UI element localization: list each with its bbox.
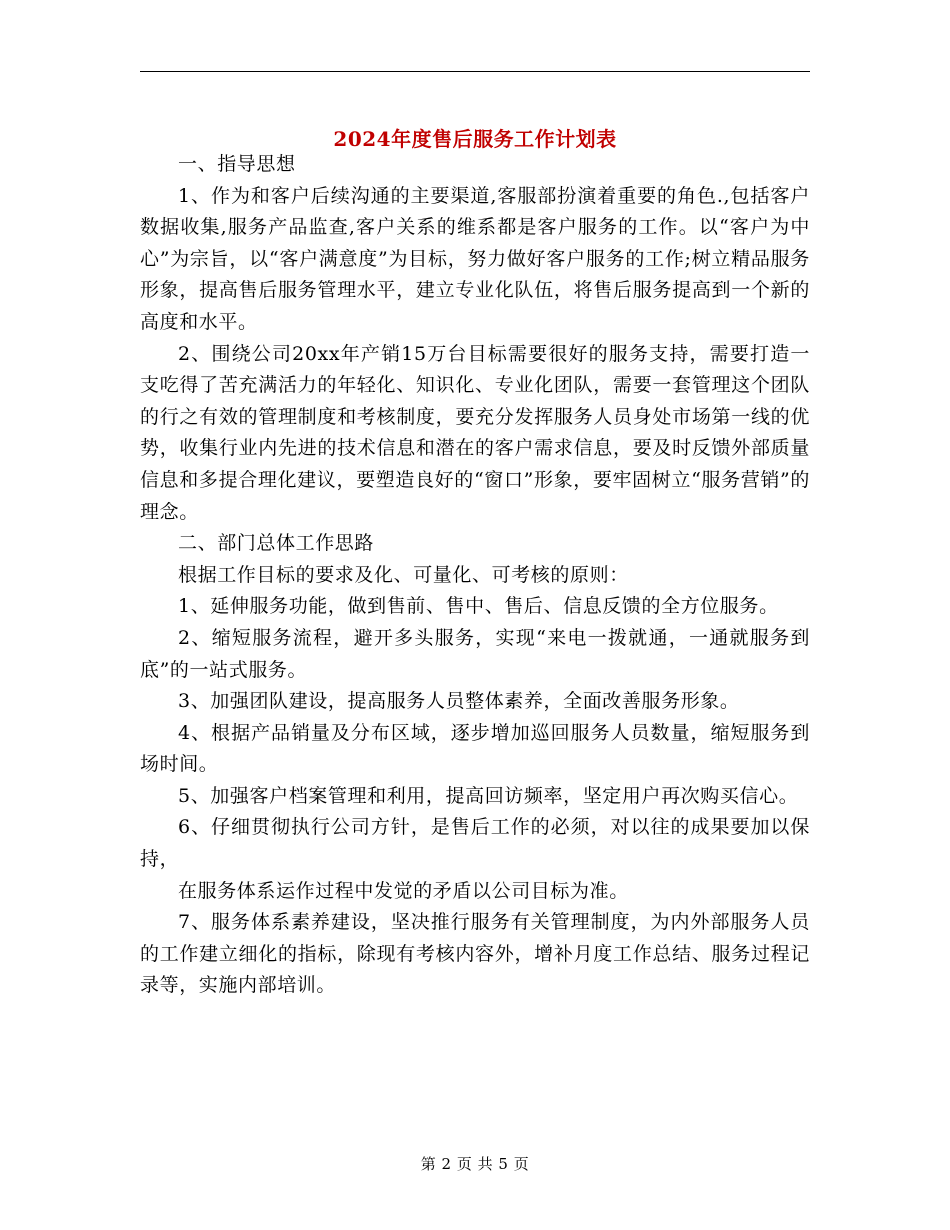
header-rule (140, 71, 810, 72)
paragraph-item-5: 5、加强客户档案管理和利用，提高回访频率，坚定用户再次购买信心。 (178, 784, 799, 807)
paragraph-item-6-note: 在服务体系运作过程中发觉的矛盾以公司目标为准。 (178, 879, 629, 902)
paragraph-guiding-2: 2、围绕公司20xx年产销15万台目标需要很好的服务支持，需要打造一支吃得了苦充满活力的年轻化、知识化、专业化团队，需要一套管理这个团队的行之有效的管理制度和考核制度，要充分发挥服务人员身处市场第一线的优势，收集行业内先进的技术信息和潜在的客户需求信息，要及时反馈外部质量信息和多提合理化建议，要塑造良好的“窗口”形象，要牢固树立“服务营销”的理念。 (140, 342, 810, 523)
document-body (140, 149, 810, 1002)
paragraph-item-3: 3、加强团队建设，提高服务人员整体素养，全面改善服务形象。 (178, 690, 740, 713)
document-title: 2024年度售后服务工作计划表 (333, 127, 617, 152)
paragraph-item-2: 2、缩短服务流程，避开多头服务，实现“来电一拨就通，一通就服务到底”的一站式服务。 (140, 626, 810, 681)
paragraph-item-6: 6、仔细贯彻执行公司方针，是售后工作的必须，对以往的成果要加以保持， (140, 816, 810, 871)
paragraph-principles: 根据工作目标的要求及化、可量化、可考核的原则： (178, 563, 629, 586)
section-heading-guiding-thought: 一、指导思想 (178, 153, 296, 175)
paragraph-item-7: 7、服务体系素养建设，坚决推行服务有关管理制度，为内外部服务人员的工作建立细化的指标，除现有考核内容外，增补月度工作总结、服务过程记录等，实施内部培训。 (140, 911, 810, 997)
page-footer (0, 1154, 950, 1174)
page-number-label: 第 2 页 共 5 页 (420, 1155, 530, 1173)
paragraph-item-4: 4、根据产品销量及分布区域，逐步增加巡回服务人员数量，缩短服务到场时间。 (140, 721, 810, 776)
paragraph-guiding-1: 1、作为和客户后续沟通的主要渠道,客服部扮演着重要的角色.,包括客户数据收集,服务产品监查,客户关系的维系都是客户服务的工作。以“客户为中心”为宗旨，以“客户满意度”为目标，努力做好客户服务的工作;树立精品服务形象，提高售后服务管理水平，建立专业化队伍，将售后服务提高到一个新的高度和水平。 (140, 184, 810, 333)
paragraph-item-1: 1、延伸服务功能，做到售前、售中、售后、信息反馈的全方位服务。 (178, 595, 779, 618)
section-heading-work-approach: 二、部门总体工作思路 (178, 532, 375, 555)
